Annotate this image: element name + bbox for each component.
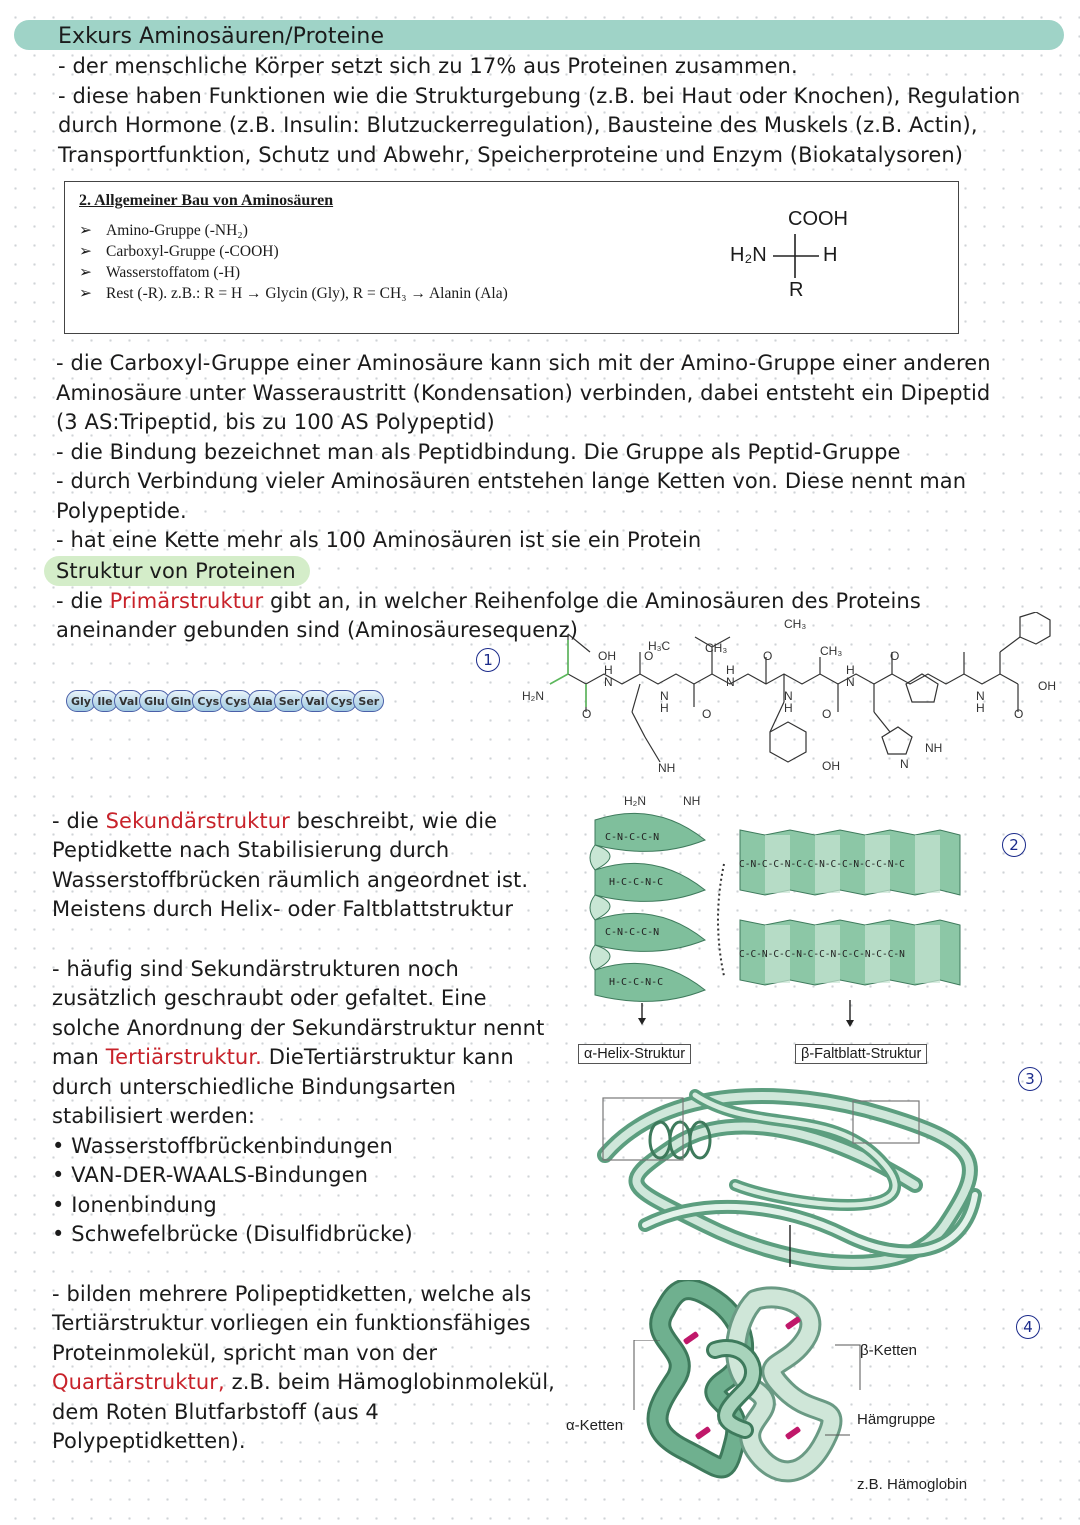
bead: Cys [192, 690, 224, 712]
bond-bullet: • Ionenbindung [52, 1193, 217, 1217]
amino-acid-structure-box: 2. Allgemeiner Bau von Aminosäuren ➢ Amino-Gruppe (-NH₂) ➢ Carboxyl-Gruppe (-COOH) ➢ Wasserstoffatom (-H) ➢ Rest (-R). z.B.: R = H → Glycin (Gly), R = CH₃ → Alanin (Ala) COOH H₂N H R [64, 181, 959, 334]
svg-text:C-N-C-C-N: C-N-C-C-N [605, 832, 660, 843]
svg-text:CH₃: CH₃ [705, 641, 728, 655]
peptide-line-6: Polypeptide. [56, 499, 187, 523]
bead: Glu [139, 690, 170, 712]
amino-acid-bead-chain [66, 690, 380, 712]
bead: Ser [274, 690, 305, 712]
secondary-term: Sekundärstruktur [105, 809, 290, 833]
svg-text:O: O [763, 649, 773, 663]
bead: Ala [248, 690, 278, 712]
svg-text:CH₃: CH₃ [820, 644, 843, 658]
number-2: 2 [1002, 833, 1026, 857]
svg-text:H: H [784, 701, 793, 715]
svg-text:H-C-C-N-C: H-C-C-N-C [609, 977, 664, 988]
svg-text:H₂N: H₂N [522, 689, 544, 703]
bead: Ser [353, 690, 384, 712]
bead: Val [114, 690, 143, 712]
svg-text:H-C-C-N-C: H-C-C-N-C [609, 877, 664, 888]
svg-text:O: O [822, 707, 832, 721]
secondary-line-2: Peptidkette nach Stabilisierung durch [52, 838, 450, 862]
svg-text:CH₃: CH₃ [784, 617, 807, 631]
box-item: ➢ Rest (-R). z.B.: R = H → Glycin (Gly), R = CH₃ → Alanin (Ala) [79, 283, 508, 304]
alpha-helix-label: α-Helix-Struktur [578, 1044, 691, 1064]
tertiary-line-1: - häufig sind Sekundärstrukturen noch [52, 957, 459, 981]
alpha-helix-drawing [585, 800, 715, 1025]
bond-bullet: • Schwefelbrücke (Disulfidbrücke) [52, 1222, 413, 1246]
svg-text:H: H [604, 663, 613, 677]
peptide-line-2: Aminosäure unter Wasseraustritt (Kondensation) verbinden, dabei entsteht ein Dipeptid [56, 381, 991, 405]
beta-sheet-label: β-Faltblatt-Struktur [795, 1044, 927, 1064]
peptide-line-3: (3 AS:Tripeptid, bis zu 100 AS Polypeptid) [56, 410, 495, 434]
tertiary-line-6: stabilisiert werden: [52, 1104, 256, 1128]
intro-line-3: durch Hormone (z.B. Insulin: Blutzuckerregulation), Bausteine des Muskels (z.B. Actin), [58, 113, 978, 137]
box-title: 2. Allgemeiner Bau von Aminosäuren [79, 192, 334, 209]
svg-text:H: H [846, 663, 855, 677]
svg-text:C-N-C-C-N: C-N-C-C-N [605, 927, 660, 938]
heme-group-label: Hämgruppe [857, 1411, 936, 1428]
number-4: 4 [1016, 1315, 1040, 1339]
formula-bonds [765, 222, 825, 282]
svg-text:H₃C: H₃C [648, 639, 671, 653]
bond-bullet: • Wasserstoffbrückenbindungen [52, 1134, 393, 1158]
svg-text:N: N [976, 689, 985, 703]
box-item: ➢ Amino-Gruppe (-NH₂) [79, 220, 508, 241]
svg-text:N: N [660, 689, 669, 703]
secondary-line-3: Wasserstoffbrücken räumlich angeordnet ist. [52, 868, 529, 892]
bead: Ile [92, 690, 118, 712]
svg-text:H: H [726, 663, 735, 677]
intro-line-1: - der menschliche Körper setzt sich zu 17% aus Proteinen zusammen. [58, 54, 798, 78]
svg-text:N: N [900, 757, 909, 771]
svg-text:N: N [784, 689, 793, 703]
quaternary-term: Quartärstruktur, [52, 1370, 225, 1394]
bead: Gly [66, 690, 96, 712]
svg-text:H: H [976, 701, 985, 715]
number-1: 1 [476, 648, 500, 672]
box-list [79, 220, 508, 304]
bead: Val [301, 690, 330, 712]
svg-text:O: O [702, 707, 712, 721]
svg-text:O: O [890, 649, 900, 663]
tertiary-line-2: zusätzlich geschraubt oder gefaltet. Eine [52, 986, 487, 1010]
svg-text:N: N [726, 675, 735, 689]
tertiary-line-4: man Tertiärstruktur. DieTertiärstruktur kann [52, 1045, 514, 1069]
svg-text:O: O [644, 649, 654, 663]
svg-text:O: O [1014, 707, 1024, 721]
hemoglobin-example-label: z.B. Hämoglobin [857, 1476, 968, 1493]
structure-heading: Struktur von Proteinen [56, 559, 296, 583]
svg-text:H: H [660, 701, 669, 715]
svg-text:O: O [582, 707, 592, 721]
quaternary-line-4: Quartärstruktur, z.B. beim Hämoglobinmolekül, [52, 1370, 555, 1394]
page-title: Exkurs Aminosäuren/Proteine [58, 24, 385, 49]
peptide-line-4: - die Bindung bezeichnet man als Peptidbindung. Die Gruppe als Peptid-Gruppe [56, 440, 901, 464]
peptide-line-5: - durch Verbindung vieler Aminosäuren entstehen lange Ketten von. Diese nennt man [56, 469, 967, 493]
box-item: ➢ Wasserstoffatom (-H) [79, 262, 508, 283]
tertiary-line-3: solche Anordnung der Sekundärstruktur nennt [52, 1016, 545, 1040]
chain-atom-labels [522, 617, 1056, 808]
bond-bullet: • VAN-DER-WAALS-Bindungen [52, 1163, 368, 1187]
intro-line-2: - diese haben Funktionen wie die Strukturgebung (z.B. bei Haut oder Knochen), Regulation [58, 84, 1021, 108]
quaternary-line-5: dem Roten Blutfarbstoff (aus 4 [52, 1400, 379, 1424]
tertiary-ribbon-drawing [585, 1075, 995, 1270]
secondary-line-1: - die Sekundärstruktur beschreibt, wie die [52, 809, 498, 833]
svg-text:NH: NH [658, 761, 676, 775]
svg-text:OH: OH [1038, 679, 1056, 693]
quaternary-line-3: Proteinmolekül, spricht man von der [52, 1341, 438, 1365]
quaternary-line-6: Polypeptidketten). [52, 1429, 246, 1453]
primary-line-2: aneinander gebunden sind (Aminosäuresequenz) [56, 618, 579, 642]
primary-term: Primärstruktur [109, 589, 264, 613]
svg-text:N: N [846, 675, 855, 689]
alpha-chains-label: α-Ketten [566, 1417, 624, 1434]
bead: Cys [220, 690, 252, 712]
peptide-chain-formula [520, 612, 1065, 812]
bead: Cys [326, 690, 358, 712]
svg-text:OH: OH [598, 649, 616, 663]
number-3: 3 [1018, 1067, 1042, 1091]
quaternary-line-2: Tertiärstruktur vorliegen ein funktionsfähiges [52, 1311, 531, 1335]
svg-text:C-C-N-C-C-N-C-C-N-C-C-N-C-C-N: C-C-N-C-C-N-C-C-N-C-C-N-C-C-N [739, 949, 905, 960]
svg-text:H₂N: H₂N [624, 794, 646, 808]
hemoglobin-label-lines [630, 1340, 890, 1440]
svg-text:OH: OH [822, 759, 840, 773]
secondary-line-4: Meistens durch Helix- oder Faltblattstruktur [52, 897, 514, 921]
beta-chains-label: β-Ketten [860, 1342, 917, 1359]
tertiary-term: Tertiärstruktur. [105, 1045, 262, 1069]
peptide-line-7: - hat eine Kette mehr als 100 Aminosäuren ist sie ein Protein [56, 528, 702, 552]
svg-text:N: N [604, 675, 613, 689]
svg-text:NH: NH [683, 794, 701, 808]
beta-sheet-drawing [735, 825, 965, 1030]
dotted-divider [712, 860, 728, 980]
quaternary-line-1: - bilden mehrere Polipeptidketten, welche als [52, 1282, 532, 1306]
tertiary-line-5: durch unterschiedliche Bindungsarten [52, 1075, 457, 1099]
svg-text:NH: NH [925, 741, 943, 755]
box-item: ➢ Carboxyl-Gruppe (-COOH) [79, 241, 508, 262]
svg-text:C-N-C-C-N-C-C-N-C-C-N-C-C-N-C: C-N-C-C-N-C-C-N-C-C-N-C-C-N-C [739, 859, 905, 870]
intro-line-4: Transportfunktion, Schutz und Abwehr, Speicherproteine und Enzym (Biokatalysoren) [58, 143, 964, 167]
primary-line-1: - die Primärstruktur gibt an, in welcher Reihenfolge die Aminosäuren des Proteins [56, 589, 921, 613]
bead: Gln [166, 690, 197, 712]
peptide-line-1: - die Carboxyl-Gruppe einer Aminosäure kann sich mit der Amino-Gruppe einer anderen [56, 351, 991, 375]
